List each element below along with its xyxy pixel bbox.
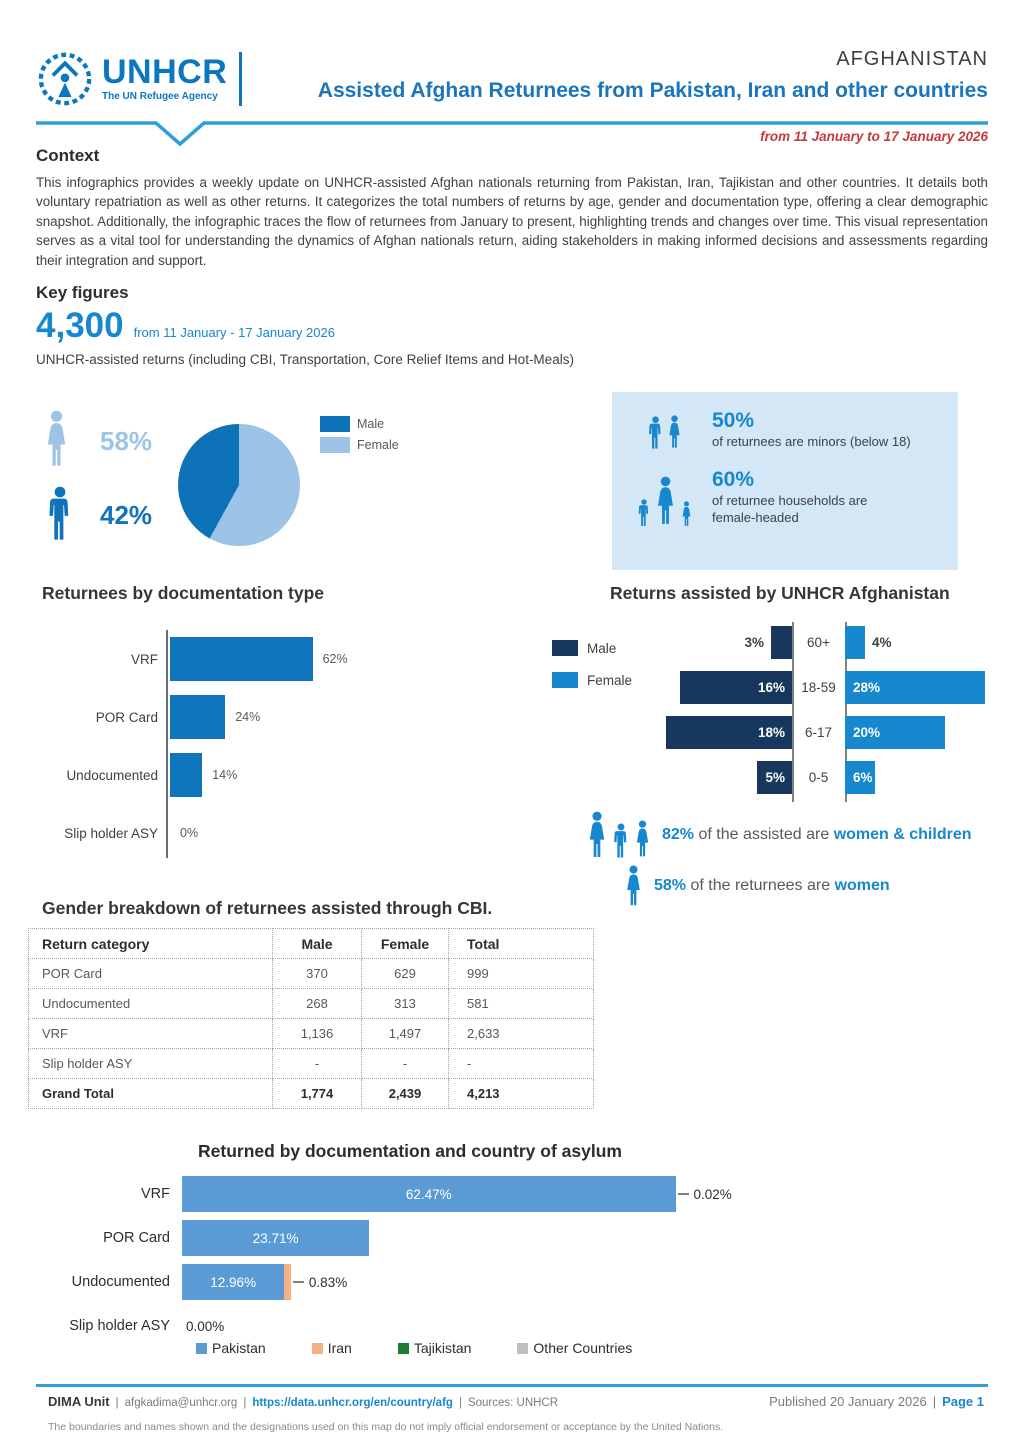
doc-type-chart — [40, 630, 480, 862]
table-cell: 313 — [362, 989, 449, 1019]
footer-separator: | — [458, 1397, 462, 1409]
asylum-bar-area — [182, 1176, 732, 1212]
pyramid-female-area — [845, 716, 1016, 749]
table-header-cell: Total — [449, 929, 594, 959]
asylum-callout-line — [293, 1281, 304, 1283]
asylum-bar-value: 62.47% — [405, 1186, 452, 1202]
table-cell: VRF — [29, 1019, 273, 1049]
table-header-row — [29, 929, 594, 959]
asylum-bar-value: 12.96% — [210, 1274, 257, 1290]
pyramid-legend-item — [552, 640, 632, 656]
asylum-legend-item — [517, 1340, 632, 1356]
table-cell: 4,213 — [449, 1079, 594, 1109]
cbi-table-body — [29, 959, 594, 1109]
asylum-callout-line — [678, 1193, 689, 1195]
women-percentage: 58% — [654, 877, 687, 894]
minors-highlight — [612, 392, 958, 451]
pyramid-male-area — [550, 761, 792, 794]
footer-published-date: Published 20 January 2026 — [769, 1394, 927, 1409]
footer-separator: | — [243, 1397, 247, 1409]
asylum-chart-legend — [196, 1340, 632, 1356]
footer-sources: Sources: UNHCR — [467, 1397, 559, 1409]
pyramid-legend-item — [552, 672, 632, 688]
pyramid-chart-title: Returns assisted by UNHCR Afghanistan — [610, 583, 950, 603]
pie-legend — [320, 416, 399, 453]
doc-type-value: 62% — [322, 652, 348, 666]
women-strong-text: women — [834, 877, 890, 894]
women-children-mid-text: of the assisted are — [698, 826, 830, 843]
pyramid-female-value: 20% — [853, 725, 881, 740]
asylum-legend-label: Pakistan — [212, 1340, 266, 1356]
pyramid-male-area — [550, 716, 792, 749]
asylum-legend-label: Tajikistan — [413, 1340, 472, 1356]
pyramid-male-value: 16% — [757, 680, 785, 695]
logo-text — [102, 53, 228, 102]
footer-publication — [769, 1394, 984, 1409]
doc-type-category: Undocumented — [66, 767, 158, 783]
table-row — [29, 1019, 594, 1049]
asylum-category: POR Card — [103, 1230, 170, 1246]
unhcr-logo — [36, 50, 242, 108]
table-row — [29, 1079, 594, 1109]
pyramid-male-bar — [757, 761, 792, 794]
pyramid-female-value: 6% — [853, 770, 873, 785]
asylum-category: Undocumented — [71, 1274, 170, 1290]
woman-icon — [623, 864, 644, 908]
pyramid-legend-label: Male — [587, 640, 617, 656]
pyramid-age-label: 60+ — [807, 635, 830, 650]
female-percentage: 58% — [100, 426, 153, 456]
asylum-category: Slip holder ASY — [69, 1318, 170, 1334]
children-icon — [634, 409, 696, 451]
pyramid-age-label: 6-17 — [804, 725, 833, 740]
highlights-box — [612, 392, 958, 570]
table-header-cell: Male — [273, 929, 362, 959]
female-headed-percentage: 60% — [712, 467, 755, 491]
female-headed-household-icon — [634, 468, 696, 527]
pyramid-row — [550, 710, 1016, 755]
doc-type-category: POR Card — [95, 709, 158, 725]
pyramid-female-bar — [845, 761, 875, 794]
female-swatch — [320, 437, 350, 453]
footer-data-portal-link[interactable]: https://data.unhcr.org/en/country/afg — [252, 1397, 453, 1409]
asylum-chart-title: Returned by documentation and country of asylum — [198, 1141, 622, 1161]
table-cell: Slip holder ASY — [29, 1049, 273, 1079]
doc-type-bar — [170, 753, 202, 797]
pyramid-female-area — [845, 761, 1016, 794]
table-cell: 268 — [273, 989, 362, 1019]
pyramid-male-bar — [666, 716, 792, 749]
pie-legend-male — [320, 416, 399, 432]
footer-contact — [48, 1394, 558, 1409]
pyramid-male-bar — [771, 626, 792, 659]
asylum-legend-item — [196, 1340, 266, 1356]
table-row — [29, 959, 594, 989]
cbi-table-header — [29, 929, 594, 959]
asylum-callout-value: 0.02% — [693, 1186, 732, 1202]
doc-type-value: 0% — [180, 826, 199, 840]
country-label: AFGHANISTAN — [836, 48, 988, 70]
doc-type-value: 24% — [235, 710, 261, 724]
asylum-bar-area — [182, 1220, 369, 1256]
pyramid-legend-swatch — [552, 640, 578, 656]
pyramid-male-value: 5% — [765, 770, 785, 785]
table-cell: 370 — [273, 959, 362, 989]
asylum-stacked-bar-chart — [38, 1172, 978, 1348]
doc-type-chart-title: Returnees by documentation type — [42, 583, 324, 603]
pie-legend-female-label: Female — [357, 438, 399, 452]
male-percentage: 42% — [100, 500, 153, 530]
pyramid-female-value: 4% — [872, 635, 892, 650]
footer-separator: | — [115, 1397, 119, 1409]
asylum-bar-segment-pakistan — [182, 1220, 369, 1256]
asylum-bar-segment-iran — [284, 1264, 291, 1300]
page-title: Assisted Afghan Returnees from Pakistan, Iran and other countries — [317, 79, 988, 102]
key-figure-description: UNHCR-assisted returns (including CBI, Transportation, Core Relief Items and Hot-Meals) — [36, 352, 574, 367]
pyramid-male-value: 18% — [757, 725, 785, 740]
doc-type-row — [40, 630, 480, 688]
doc-type-category: VRF — [131, 651, 158, 667]
table-cell: 2,439 — [362, 1079, 449, 1109]
pyramid-legend — [552, 640, 632, 688]
male-pictogram-icon — [46, 486, 74, 547]
women-children-stat — [585, 810, 971, 860]
table-cell: Grand Total — [29, 1079, 273, 1109]
cbi-table-heading: Gender breakdown of returnees assisted through CBI. — [42, 898, 493, 918]
asylum-bar-area — [182, 1264, 347, 1300]
pyramid-legend-label: Female — [587, 672, 633, 688]
doc-type-bar — [170, 695, 225, 739]
table-row — [29, 989, 594, 1019]
footer-unit-name: DIMA Unit — [48, 1394, 110, 1409]
minors-percentage: 50% — [712, 409, 755, 432]
asylum-bar-area — [182, 1308, 224, 1344]
asylum-bar-value: 23.71% — [252, 1230, 299, 1246]
table-cell: POR Card — [29, 959, 273, 989]
context-body: This infographics provides a weekly update on UNHCR-assisted Afghan nationals returning from Pakistan, Iran, Tajikistan and other countries. It details both voluntary repatriation as well as other returns. It categorizes the total numbers of returns by age, gender and documentation type, offering a clear demographic snapshot. Additionally, the infographic traces the flow of returnees from January to present, highlighting trends and changes over time. This visual representation serves as a vital tool for understanding the dynamics of Afghan nationals return, aiding stakeholders in making informed decisions and assessments regarding their integration and support. — [36, 175, 988, 268]
asylum-row — [38, 1172, 978, 1216]
minors-text: of returnees are minors (below 18) — [712, 434, 911, 450]
logo-tagline: The UN Refugee Agency — [102, 90, 218, 102]
table-cell: - — [273, 1049, 362, 1079]
gender-pie-chart — [178, 424, 300, 546]
table-cell: 581 — [449, 989, 594, 1019]
women-children-strong-text: women & children — [833, 826, 972, 843]
table-cell: 629 — [362, 959, 449, 989]
logo-divider — [239, 52, 242, 106]
table-header-cell: Female — [362, 929, 449, 959]
asylum-bar-segment-pakistan — [182, 1264, 284, 1300]
asylum-callout-value: 0.83% — [308, 1274, 348, 1290]
pyramid-female-area — [845, 671, 1016, 704]
pie-legend-male-label: Male — [357, 417, 385, 431]
asylum-legend-item — [398, 1340, 472, 1356]
asylum-bar-segment-pakistan — [182, 1176, 676, 1212]
report-date-range: from 11 January to 17 January 2026 — [760, 129, 988, 144]
asylum-legend-label: Other Countries — [533, 1340, 633, 1356]
age-gender-pyramid-chart — [550, 620, 1016, 806]
doc-type-row — [40, 688, 480, 746]
cbi-breakdown-table — [28, 928, 594, 1109]
table-cell: 1,774 — [273, 1079, 362, 1109]
footer-separator: | — [932, 1394, 937, 1409]
pyramid-female-value: 28% — [853, 680, 881, 695]
table-cell: - — [362, 1049, 449, 1079]
asylum-legend-item — [312, 1340, 352, 1356]
asylum-legend-swatch — [312, 1343, 323, 1354]
doc-type-category: Slip holder ASY — [64, 825, 158, 841]
key-figure — [36, 306, 335, 346]
doc-type-row — [40, 746, 480, 804]
footer-page-number: Page 1 — [942, 1394, 984, 1409]
doc-type-bar-area — [170, 637, 348, 681]
doc-type-value: 14% — [212, 768, 238, 782]
women-stat — [623, 864, 890, 908]
table-row — [29, 1049, 594, 1079]
logo-name: UNHCR — [102, 53, 228, 92]
key-figures-heading: Key figures — [36, 283, 129, 302]
total-returns-value: 4,300 — [36, 306, 124, 345]
pyramid-female-area — [845, 626, 1016, 659]
women-children-percentage: 82% — [662, 826, 695, 843]
asylum-zero-value: 0.00% — [186, 1318, 225, 1334]
asylum-legend-swatch — [517, 1343, 528, 1354]
doc-type-bar-area — [170, 695, 260, 739]
doc-type-bar — [170, 637, 313, 681]
asylum-legend-swatch — [196, 1343, 207, 1354]
asylum-legend-label: Iran — [327, 1340, 352, 1356]
female-headed-text-line2: female-headed — [712, 510, 799, 526]
doc-type-bar-area — [170, 811, 198, 855]
asylum-row — [38, 1216, 978, 1260]
pyramid-legend-swatch — [552, 672, 578, 688]
pyramid-female-bar — [845, 626, 865, 659]
pyramid-female-bar — [845, 671, 985, 704]
doc-type-axis — [166, 630, 168, 858]
total-returns-period: from 11 January - 17 January 2026 — [133, 325, 335, 340]
pie-legend-female — [320, 437, 399, 453]
female-pictogram-icon — [42, 410, 71, 473]
woman-and-children-icon — [585, 810, 652, 860]
context-section — [36, 146, 988, 270]
pyramid-male-value: 3% — [744, 635, 764, 650]
asylum-legend-swatch — [398, 1343, 409, 1354]
footer-email-link[interactable]: afgkadima@unhcr.org — [124, 1397, 238, 1409]
table-header-cell: Return category — [29, 929, 273, 959]
doc-type-row — [40, 804, 480, 862]
asylum-row — [38, 1260, 978, 1304]
male-swatch — [320, 416, 350, 432]
table-cell: - — [449, 1049, 594, 1079]
female-headed-text-line1: of returnee households are — [712, 492, 868, 508]
table-cell: 2,633 — [449, 1019, 594, 1049]
table-cell: Undocumented — [29, 989, 273, 1019]
table-cell: 1,136 — [273, 1019, 362, 1049]
doc-type-bar-area — [170, 753, 237, 797]
pyramid-female-bar — [845, 716, 945, 749]
footer-disclaimer: The boundaries and names shown and the designations used on this map do not imply official endorsement or acceptance by the United Nations. — [48, 1421, 724, 1433]
pyramid-age-label: 0-5 — [808, 770, 829, 785]
pyramid-row — [550, 755, 1016, 800]
asylum-category: VRF — [141, 1186, 170, 1202]
unhcr-emblem-icon — [36, 50, 94, 108]
table-cell: 999 — [449, 959, 594, 989]
women-mid-text: of the returnees are — [690, 877, 831, 894]
table-cell: 1,497 — [362, 1019, 449, 1049]
footer-rule — [36, 1384, 988, 1387]
female-headed-highlight — [612, 451, 958, 527]
pyramid-male-bar — [680, 671, 792, 704]
pyramid-age-label: 18-59 — [801, 680, 836, 695]
context-heading: Context — [36, 146, 100, 165]
